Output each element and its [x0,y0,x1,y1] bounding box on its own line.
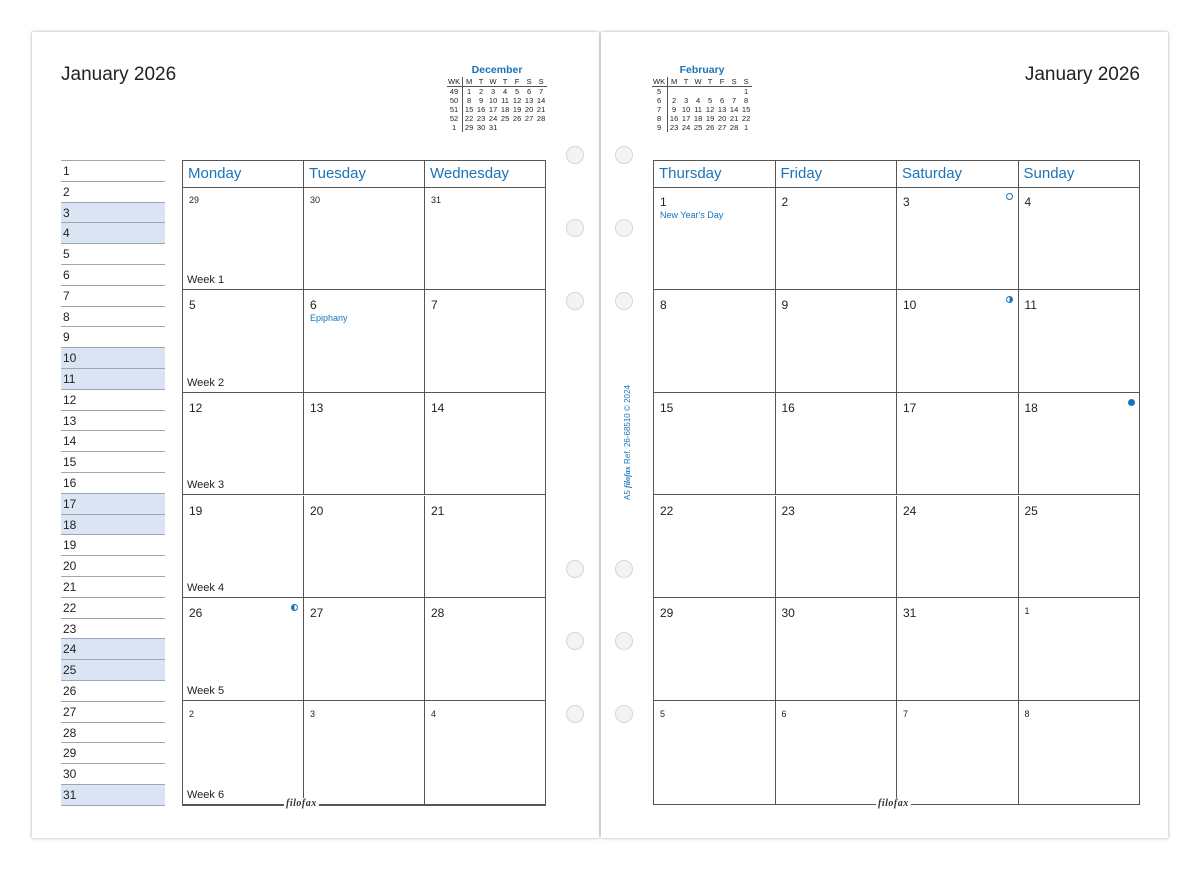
day-cell[interactable] [654,598,776,701]
mini-calendar-day: 22 [741,114,751,123]
day-cell[interactable] [425,187,546,290]
day-number: 8 [660,297,667,312]
day-cell[interactable] [425,290,546,393]
day-cell[interactable] [1019,598,1141,701]
mini-calendar-day: 12 [512,96,522,105]
mini-calendar-day: 16 [476,105,486,114]
binder-hole [566,292,584,310]
day-cell[interactable] [183,290,304,393]
day-list-row: 24 [61,639,165,660]
week-label: Week 1 [187,273,225,286]
mini-calendar-day [523,123,535,132]
day-cell[interactable] [654,187,776,290]
binder-hole [615,292,633,310]
mini-calendar-day [728,87,740,97]
mini-calendar-day: 20 [717,114,727,123]
day-list-row: 17 [61,494,165,515]
day-cell[interactable] [654,290,776,393]
mini-calendar-day: 17 [488,105,498,114]
day-number: 25 [1024,503,1038,518]
day-number: 4 [431,709,437,720]
left-month-title: January 2026 [61,64,177,85]
right-month-title: January 2026 [1024,64,1140,85]
mini-calendar-header: S [535,77,547,87]
mini-calendar-day [680,87,692,97]
mini-calendar-day: 25 [500,114,510,123]
divider [182,805,546,806]
mini-calendar-day: 11 [694,105,702,114]
weekday-header: Saturday [897,161,1019,187]
mini-calendar-day: 12 [705,105,715,114]
day-cell[interactable] [1019,290,1141,393]
filofax-logo: filofax [878,798,909,809]
day-cell[interactable] [897,290,1019,393]
day-list-row: 28 [61,723,165,744]
mini-calendar-day: 31 [488,123,498,132]
binder-hole [566,560,584,578]
day-cell[interactable] [654,393,776,496]
mini-calendar-header: S [523,77,535,87]
mini-calendar-header: M [463,77,476,87]
day-number: 18 [1024,400,1038,415]
mini-calendar-day: 13 [717,105,727,114]
mini-calendar-header: F [511,77,523,87]
mini-calendar-header: T [680,77,692,87]
mini-calendar-header: T [475,77,487,87]
mini-calendar-week-number: 50 [447,96,463,105]
binder-hole [566,219,584,237]
day-number: 7 [431,297,438,312]
mini-calendar-day: 28 [729,123,739,132]
day-list-row: 31 [61,785,165,806]
day-cell[interactable] [897,598,1019,701]
day-number: 19 [189,503,203,518]
day-list-row: 27 [61,702,165,723]
day-cell[interactable] [897,393,1019,496]
day-number: 3 [903,195,910,209]
day-number: 2 [781,195,789,209]
binder-hole [615,560,633,578]
day-cell[interactable] [776,187,898,290]
mini-calendar-header: WK [652,77,668,87]
day-list-row: 29 [61,743,165,764]
mini-calendar-week-number: 51 [447,105,463,114]
mini-calendar-header: T [499,77,511,87]
day-cell[interactable] [183,393,304,496]
mini-calendar-day: 19 [512,105,522,114]
mini-calendar-header: WK [447,77,463,87]
mini-calendar-header: W [487,77,499,87]
day-cell[interactable] [776,701,898,804]
mini-calendar-december [447,64,547,132]
mini-calendar-day [692,87,704,97]
day-list-row: 19 [61,535,165,556]
ref-brand: filofax [623,466,632,488]
mini-calendar-day: 27 [717,123,727,132]
weekday-header: Tuesday [304,161,425,187]
day-cell[interactable] [897,701,1019,804]
mini-calendar-day: 18 [500,105,510,114]
day-number: 11 [1024,297,1037,312]
day-list-row: 12 [61,390,165,411]
mini-calendar-day: 3 [684,96,689,105]
mini-calendar-day [704,87,716,97]
mini-calendar-week-number: 6 [652,96,668,105]
mini-calendar-day: 10 [681,105,691,114]
day-number: 23 [781,503,795,518]
day-number: 22 [660,503,674,518]
binder-hole [615,146,633,164]
mini-calendar-day [716,87,728,97]
day-list-row: 5 [61,244,165,265]
day-number: 1 [1024,606,1030,617]
day-cell[interactable] [654,496,776,599]
day-list-row: 1 [61,160,165,182]
mini-calendar-day: 18 [693,114,703,123]
day-cell[interactable] [425,393,546,496]
day-list-row: 2 [61,182,165,203]
day-list-row: 30 [61,764,165,785]
mini-calendar-day [511,123,523,132]
day-number: 21 [431,503,445,518]
day-list-row: 4 [61,223,165,244]
binder-hole [566,146,584,164]
mini-calendar-day [499,123,511,132]
binder-hole [615,705,633,723]
mini-calendar-header: F [716,77,728,87]
day-number: 31 [903,606,917,621]
mini-calendar-day: 22 [464,114,474,123]
mini-calendar-week-number: 5 [652,87,668,97]
holiday-label: Epiphany [310,312,348,323]
mini-calendar-day: 11 [501,96,509,105]
day-cell[interactable] [1019,393,1141,496]
binder-hole [566,705,584,723]
mini-calendar-week-number: 1 [447,123,463,132]
week-label: Week 5 [187,685,225,698]
day-cell[interactable] [304,393,425,496]
mini-calendar-day: 26 [705,123,715,132]
day-number: 17 [903,400,917,415]
day-number: 27 [310,606,324,621]
mini-calendar-day: 14 [729,105,739,114]
mini-calendar-day: 16 [669,114,679,123]
weekday-header: Thursday [654,161,776,187]
mini-calendar-day: 7 [732,96,737,105]
day-cell[interactable] [1019,496,1141,599]
ref-size: A5 [623,490,632,500]
weekday-header: Wednesday [430,165,509,182]
day-number: 15 [660,400,674,415]
day-list-row: 9 [61,327,165,348]
filofax-logo: filofax [286,798,317,809]
day-list-row: 8 [61,307,165,328]
full-moon-icon [1006,193,1013,200]
binder-hole [615,632,633,650]
day-cell[interactable] [304,187,425,290]
mini-calendar-header: W [692,77,704,87]
day-number: 30 [310,195,321,205]
mini-calendar-header: T [704,77,716,87]
mini-calendar-day [668,87,681,97]
mini-calendar-day: 1 [744,123,749,132]
day-list [61,160,165,806]
day-list-row: 20 [61,556,165,577]
day-number: 29 [660,606,674,621]
mini-calendar-header: S [728,77,740,87]
day-number: 24 [903,503,917,518]
day-cell[interactable] [776,393,898,496]
mini-calendar-day: 2 [479,87,484,96]
mini-calendar-day: 13 [524,96,534,105]
day-number: 26 [189,606,203,621]
day-number: 9 [781,297,789,312]
day-list-row: 13 [61,411,165,432]
day-cell[interactable] [183,598,304,701]
day-list-row: 7 [61,286,165,307]
day-list-row: 26 [61,681,165,702]
mini-calendar-day: 4 [503,87,508,96]
day-number: 4 [1024,195,1032,209]
first-quarter-moon-icon [291,604,298,611]
mini-calendar-day: 27 [524,114,534,123]
week-label: Week 2 [187,376,225,389]
reference-text [623,385,632,500]
mini-calendar-title: February [679,64,725,76]
day-cell[interactable] [183,496,304,599]
day-number: 16 [781,400,795,415]
new-moon-icon [1128,399,1135,406]
day-number: 6 [781,709,787,720]
last-quarter-moon-icon [1006,296,1013,303]
mini-calendar-day: 15 [464,105,474,114]
day-cell[interactable] [897,496,1019,599]
week-label: Week 3 [187,479,225,492]
mini-calendar-day: 24 [681,123,691,132]
day-number: 28 [431,606,445,621]
mini-calendar-day: 5 [708,96,713,105]
mini-calendar-day: 19 [705,114,715,123]
day-cell[interactable] [304,598,425,701]
day-number: 1 [660,195,667,209]
mini-calendar-header: M [668,77,681,87]
mini-calendar-day: 26 [512,114,522,123]
mini-calendar-day: 23 [669,123,679,132]
week-label: Week 4 [187,582,225,595]
left-month-grid [182,160,546,805]
day-list-row: 10 [61,348,165,369]
day-list-row: 18 [61,515,165,536]
mini-calendar-header: S [740,77,752,87]
day-list-row: 21 [61,577,165,598]
day-cell[interactable] [425,598,546,701]
day-cell[interactable] [425,496,546,599]
mini-calendar-day: 2 [672,96,677,105]
mini-calendar-day: 20 [524,105,534,114]
mini-calendar-day: 8 [467,96,472,105]
day-number: 8 [1024,709,1030,720]
day-list-row: 3 [61,203,165,224]
holiday-label: New Year's Day [660,210,724,220]
mini-calendar-week-number: 7 [652,105,668,114]
mini-calendar-day: 23 [476,114,486,123]
day-cell[interactable] [654,701,776,804]
day-cell[interactable] [183,187,304,290]
right-month-grid [653,160,1140,805]
week-label: Week 6 [187,788,225,801]
day-cell[interactable] [897,187,1019,290]
grid-header [654,161,1139,188]
day-cell[interactable] [304,496,425,599]
mini-calendar-day: 3 [491,87,496,96]
day-number: 10 [903,297,917,312]
day-cell[interactable] [776,496,898,599]
mini-calendar-day: 1 [467,87,472,96]
mini-calendar-week-number: 49 [447,87,463,97]
day-list-row: 22 [61,598,165,619]
day-list-row: 14 [61,431,165,452]
day-number: 20 [310,503,324,518]
mini-calendar-title: December [471,64,523,76]
mini-calendar-week-number: 9 [652,123,668,132]
day-cell[interactable] [1019,701,1141,804]
day-number: 7 [903,709,909,720]
day-number: 31 [431,195,442,205]
weekday-header: Sunday [1023,165,1075,182]
day-cell[interactable] [776,598,898,701]
mini-calendar-day: 24 [488,114,498,123]
ref-code: Ref. 26-68510 © 2024 [623,385,632,464]
mini-calendar-week-number: 52 [447,114,463,123]
mini-calendar-day: 21 [536,105,546,114]
mini-calendar-day: 30 [476,123,486,132]
mini-calendar-february [652,64,752,132]
day-list-row: 11 [61,369,165,390]
day-cell[interactable] [183,701,304,804]
day-number: 5 [189,297,196,312]
mini-calendar-day: 14 [536,96,546,105]
day-cell[interactable] [1019,187,1141,290]
day-number: 3 [310,709,316,720]
day-number: 12 [189,400,203,415]
day-number: 30 [781,606,795,621]
mini-calendar-day: 6 [720,96,725,105]
day-cell[interactable] [304,290,425,393]
mini-calendar-day: 21 [729,114,739,123]
day-cell[interactable] [776,290,898,393]
mini-calendar-day: 28 [536,114,546,123]
mini-calendar-day: 10 [488,96,498,105]
weekday-header: Friday [776,161,898,187]
day-list-row: 16 [61,473,165,494]
day-cell[interactable] [425,701,546,804]
mini-calendar-day: 7 [539,87,544,96]
mini-calendar-day: 6 [527,87,532,96]
day-number: 14 [431,400,445,415]
mini-calendar-day [535,123,547,132]
mini-calendar-day: 15 [741,105,751,114]
day-list-row: 25 [61,660,165,681]
mini-calendar-day: 9 [672,105,677,114]
day-list-row: 23 [61,619,165,640]
mini-calendar-day: 29 [464,123,474,132]
day-number: 29 [189,195,200,205]
day-list-row: 15 [61,452,165,473]
grid-header [183,161,545,188]
mini-calendar-day: 25 [693,123,703,132]
mini-calendar-day: 17 [681,114,691,123]
mini-calendar-day: 8 [744,96,749,105]
mini-calendar-day: 1 [744,87,749,96]
day-number: 13 [310,400,324,415]
binder-hole [615,219,633,237]
weekday-header: Monday [183,161,304,187]
binder-hole [566,632,584,650]
mini-calendar-day: 9 [479,96,484,105]
day-list-row: 6 [61,265,165,286]
day-number: 6 [310,297,317,312]
day-number: 2 [189,709,195,720]
day-cell[interactable] [304,701,425,804]
mini-calendar-day: 4 [696,96,701,105]
day-number: 5 [660,709,666,720]
mini-calendar-day: 5 [515,87,520,96]
mini-calendar-week-number: 8 [652,114,668,123]
